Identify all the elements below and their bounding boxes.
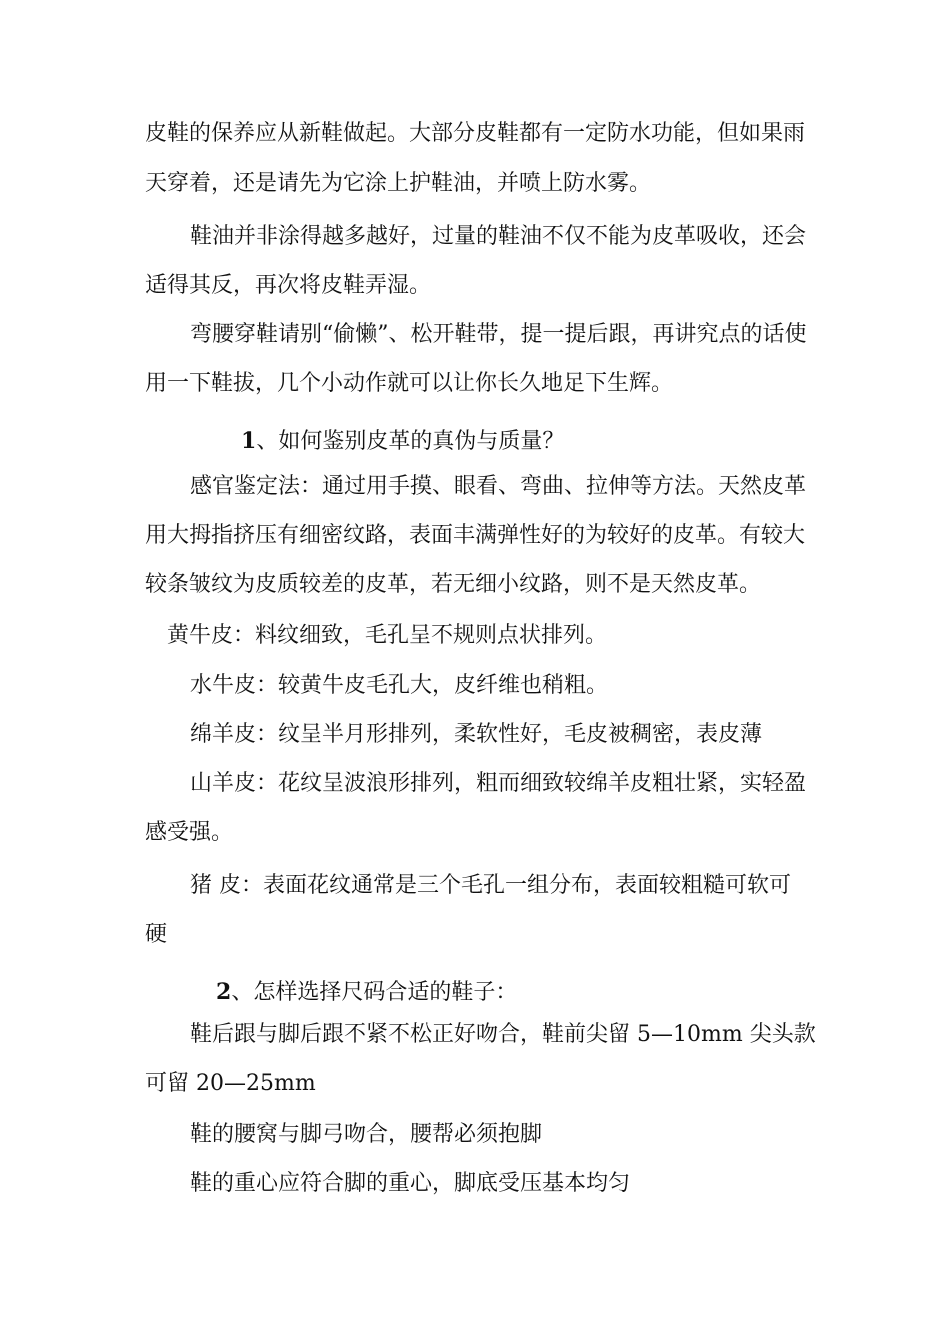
paragraph-line: 较条皱纹为皮质较差的皮革，若无细小纹路，则不是天然皮革。 bbox=[145, 572, 762, 597]
heading-text: 、如何鉴别皮革的真伪与质量？ bbox=[256, 429, 565, 454]
paragraph-line: 绵羊皮：纹呈半月形排列，柔软性好，毛皮被稠密，表皮薄 bbox=[190, 722, 763, 747]
heading-number: 1 bbox=[241, 428, 257, 454]
paragraph-line: 感官鉴定法：通过用手摸、眼看、弯曲、拉伸等方法。天然皮革 bbox=[190, 474, 807, 499]
heading-text: 、怎样选择尺码合适的鞋子： bbox=[231, 980, 518, 1005]
paragraph-line: 天穿着，还是请先为它涂上护鞋油，并喷上防水雾。 bbox=[145, 171, 652, 196]
heading-number: 2 bbox=[216, 979, 232, 1005]
paragraph-line: 山羊皮：花纹呈波浪形排列，粗而细致较绵羊皮粗壮紧，实轻盈 bbox=[190, 771, 807, 796]
paragraph-line: 用大拇指挤压有细密纹路，表面丰满弹性好的为较好的皮革。有较大 bbox=[145, 523, 806, 548]
paragraph-line: 鞋油并非涂得越多越好，过量的鞋油不仅不能为皮革吸收，还会 bbox=[190, 224, 807, 249]
paragraph-line: 水牛皮：较黄牛皮毛孔大，皮纤维也稍粗。 bbox=[190, 673, 609, 698]
paragraph-line: 皮鞋的保养应从新鞋做起。大部分皮鞋都有一定防水功能，但如果雨 bbox=[145, 121, 806, 146]
section-heading-1 bbox=[241, 428, 564, 455]
paragraph-line: 鞋后跟与脚后跟不紧不松正好吻合，鞋前尖留 5—10mm 尖头款 bbox=[190, 1022, 816, 1047]
paragraph-line: 鞋的重心应符合脚的重心，脚底受压基本均匀 bbox=[190, 1171, 631, 1196]
paragraph-line: 鞋的腰窝与脚弓吻合，腰帮必须抱脚 bbox=[190, 1122, 543, 1147]
paragraph-line: 可留 20—25mm bbox=[145, 1071, 316, 1096]
paragraph-line: 适得其反，再次将皮鞋弄湿。 bbox=[145, 273, 432, 298]
paragraph-line: 黄牛皮：料纹细致，毛孔呈不规则点状排列。 bbox=[167, 623, 608, 648]
paragraph-line: 硬 bbox=[145, 922, 168, 947]
paragraph-line: 猪 皮：表面花纹通常是三个毛孔一组分布，表面较粗糙可软可 bbox=[190, 873, 791, 898]
paragraph-line: 感受强。 bbox=[145, 820, 234, 845]
paragraph-line: 弯腰穿鞋请别“偷懒”、松开鞋带，提一提后跟，再讲究点的话使 bbox=[190, 322, 807, 347]
section-heading-2 bbox=[216, 979, 517, 1006]
paragraph-line: 用一下鞋拔，几个小动作就可以让你长久地足下生辉。 bbox=[145, 371, 674, 396]
